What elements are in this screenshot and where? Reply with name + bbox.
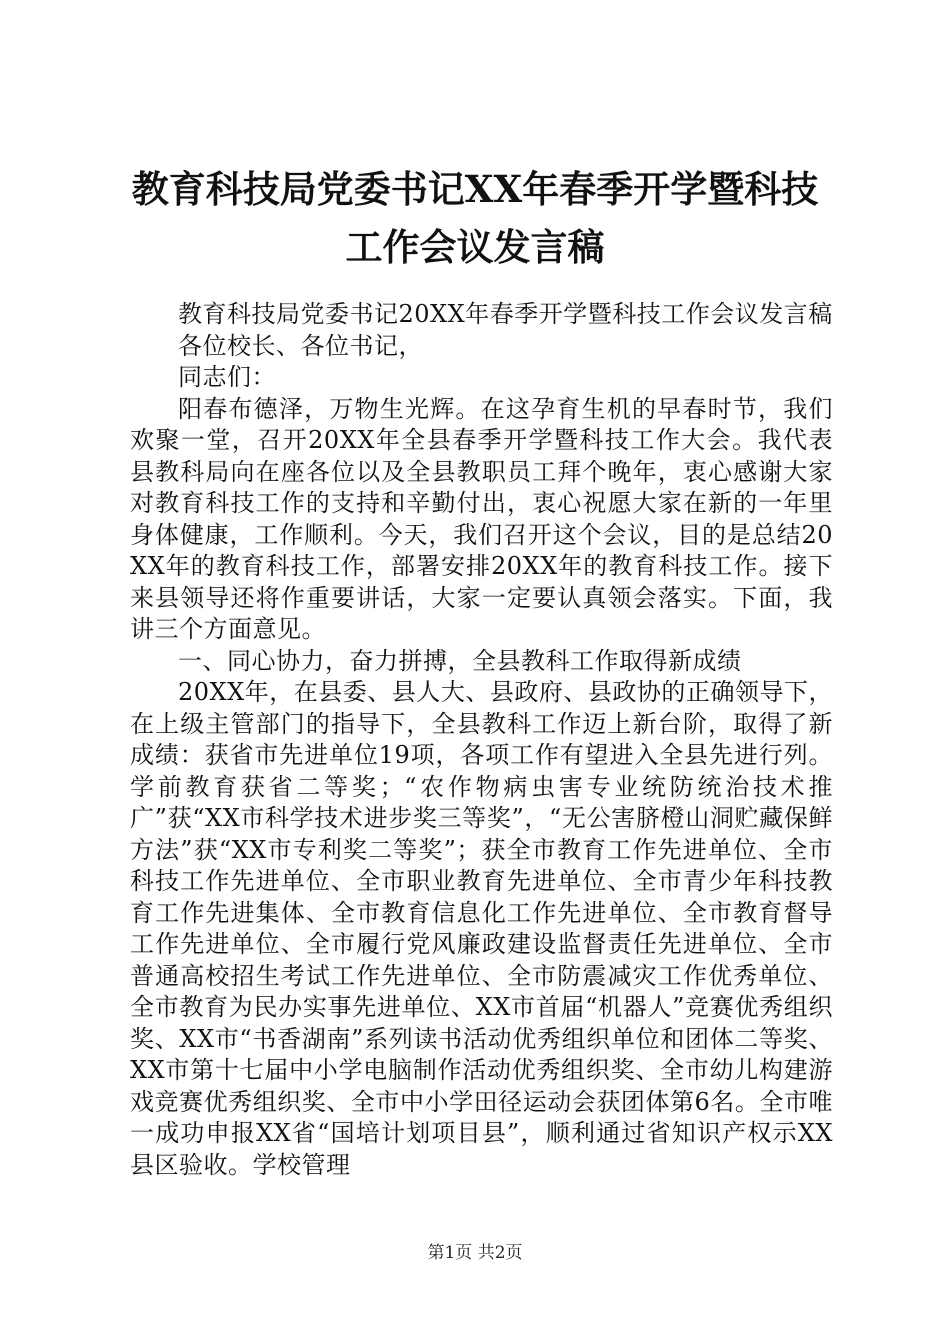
body-paragraph-achievements: 20XX年，在县委、县人大、县政府、县政协的正确领导下，在上级主管部门的指导下，全县教科工作迈上新台阶，取得了新成绩：获省市先进单位19项，各项工作有望进入全县先进行列。学前教育获省二等奖；“农作物病虫害专业统防统治技术推广”获“XX市科学技术进步奖三等奖”，“无公害脐橙山洞贮藏保鲜方法”获“XX市专利奖二等奖”；获全市教育工作先进单位、全市科技工作先进单位、全市职业教育先进单位、全市青少年科技教育工作先进集体、全市教育信息化工作先进单位、全市教育督导工作先进单位、全市履行党风廉政建设监督责任先进单位、全市普通高校招生考试工作先进单位、全市防震减灾工作优秀单位、全市教育为民办实事先进单位、XX市首届“机器人”竞赛优秀组织奖、XX市“书香湖南”系列读书活动优秀组织单位和团体二等奖、XX市第十七届中小学电脑制作活动优秀组织奖、全市幼儿构建游戏竞赛优秀组织奖、全市中小学田径运动会获团体第6名。全市唯一成功申报XX省“国培计划项目县”，顺利通过省知识产权示XX县区验收。学校管理: [130, 678, 833, 1179]
document-body: [130, 299, 833, 1181]
page-footer: 第1页 共2页: [427, 1243, 523, 1263]
body-paragraph-opening: 阳春布德泽，万物生光辉。在这孕育生机的早春时节，我们欢聚一堂，召开20XX年全县春季开学暨科技工作大会。我代表县教科局向在座各位以及全县教职员工拜个晚年，衷心感谢大家对教育科技工作的支持和辛勤付出，衷心祝愿大家在新的一年里身体健康，工作顺利。今天，我们召开这个会议，目的是总结20XX年的教育科技工作，部署安排20XX年的教育科技工作。接下来县领导还将作重要讲话，大家一定要认真领会落实。下面，我讲三个方面意见。: [130, 394, 833, 643]
body-paragraph-section-heading: 一、同心协力，奋力拼搏，全县教科工作取得新成绩: [178, 646, 742, 675]
body-paragraph-subtitle: 教育科技局党委书记20XX年春季开学暨科技工作会议发言稿: [178, 300, 833, 328]
body-paragraph-salutation: 各位校长、各位书记，: [178, 331, 423, 360]
document-title: 教育科技局党委书记XX年春季开学暨科技工作会议发言稿: [131, 167, 819, 269]
body-paragraph-greeting: 同志们：: [178, 363, 276, 391]
